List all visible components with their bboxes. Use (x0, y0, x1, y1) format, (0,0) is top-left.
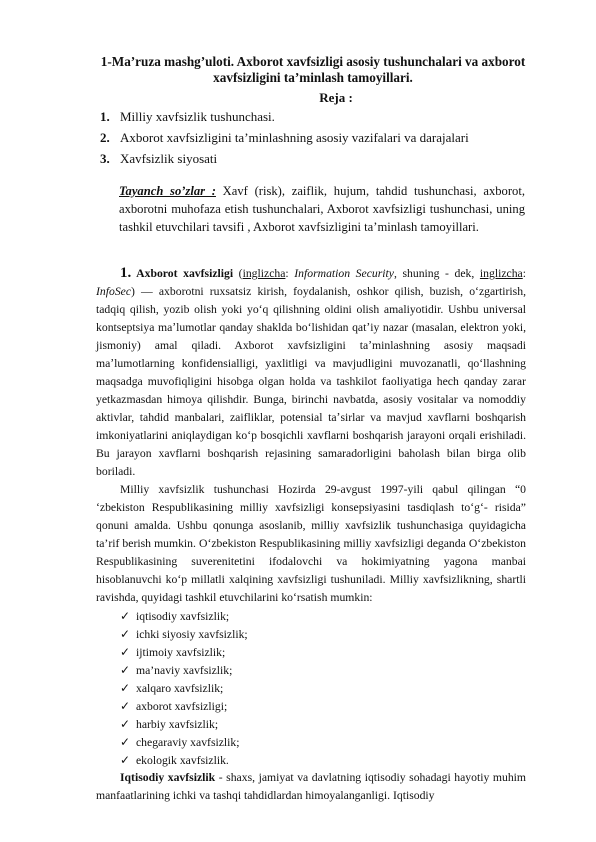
checkmark-icon: ✓ (120, 645, 131, 659)
list-item: ✓ iqtisodiy xavfsizlik; (120, 609, 230, 623)
checkmark-icon: ✓ (120, 717, 131, 731)
lecture-title: 1-Ma’ruza mashg’uloti. Axborot xavfsizligi asosiy tushunchalari va axborot xavfsizligini ta’minlash tamoyillari. (100, 54, 526, 85)
list-item: ✓ ekologik xavfsizlik. (120, 753, 229, 767)
body-text (96, 264, 526, 805)
list-item: ✓ ma’naviy xavfsizlik; (120, 663, 233, 677)
list-item: ✓ xalqaro xavfsizlik; (120, 681, 224, 695)
list-item: ✓ chegaraviy xavfsizlik; (120, 735, 240, 749)
language-link[interactable]: inglizcha (242, 267, 286, 280)
checkmark-icon: ✓ (120, 681, 131, 695)
keywords-label: Tayanch so’zlar : (119, 184, 216, 198)
plan-item: 3. Xavfsizlik siyosati (100, 151, 218, 166)
checkmark-icon: ✓ (120, 699, 131, 713)
list-item: ✓ ijtimoiy xavfsizlik; (120, 645, 226, 659)
plan-item: 1. Milliy xavfsizlik tushunchasi. (100, 109, 275, 124)
checkmark-icon: ✓ (120, 753, 131, 767)
list-item: ✓ harbiy xavfsizlik; (120, 717, 219, 731)
list-item: ✓ axborot xavfsizligi; (120, 699, 228, 713)
section1-paragraph: 1. Axborot xavfsizligi (inglizcha: Information Security, shuning - dek, inglizcha: InfoSec) — axborotni ruxsatsiz kirish, foydalanish, oshkor qilish, buzish, oʻzgartirish, tadqiq qilish, yozib olish yoki yoʻq qilishning oldini olish amaliyotidir. Ushbu universal kontseptsiya maʼlumotlar qanday shaklda boʻlishidan qatʼiy nazar (masalan, elektron yoki, jismoniy) amal qiladi. Axborot xavfsizligini taʼminlashning asosiy maqsadi maʼlumotlarning konfidensialligi, yaxlitligi va mavjudligini muvozanatli, qoʻllashning maqsadga muvofiqligini hisobga olgan holda va tashkilot faoliyatiga hech qanday zarar yetkazmasdan himoya qilishdir. Bunga, birinchi navbatda, asosiy vositalar va nomoddiy aktivlar, tahdid manbalari, zaifliklar, potensial taʼsirlar va mavjud xavflarni boshqarish imkoniyatlarini aniqlaydigan koʻp bosqichli xavflarni boshqarish jarayoni orqali erishiladi. Bu jarayon xavflarni boshqarish rejasining samaradorligini baholash bilan birga olib boriladi. (96, 265, 526, 478)
checkmark-icon: ✓ (120, 609, 131, 623)
checkmark-icon: ✓ (120, 627, 131, 641)
language-link[interactable]: inglizcha (479, 267, 523, 280)
plan-heading: Reja : (319, 90, 353, 105)
economic-security-term: Iqtisodiy xavfsizlik (120, 771, 216, 784)
checkmark-icon: ✓ (120, 735, 131, 749)
plan-item: 2. Axborot xavfsizligini ta’minlashning asosiy vazifalari va darajalari (100, 130, 469, 145)
national-security-paragraph: Milliy xavfsizlik tushunchasi Hozirda 29-avgust 1997-yili qabul qilingan “0 ‘zbekiston Respublikasining milliy xavfsizligi konsepsiyasini tasdiqlash to‘g‘- risida” qonuni amalda. Ushbu qonunga asoslanib, milliy xavfsizlik tushunchasiga quyidagicha ta’rif berish mumkin. O‘zbekiston Respublikasining milliy xavfsizligi deganda O‘zbekiston Respublikasining suverenitetini ifodalovchi va hokimiyatning yagona manbai hisoblanuvchi ko‘p millatli xalqining xavfsizligi tushuniladi. Milliy xavfsizlikning, shartli ravishda, quyidagi tashkil etuvchilarini ko‘rsatish mumkin: (96, 483, 526, 604)
list-item: ✓ ichki siyosiy xavfsizlik; (120, 627, 248, 641)
economic-security-paragraph: Iqtisodiy xavfsizlik - shaxs, jamiyat va davlatning iqtisodiy sohadagi hayotiy muhim manfaatlarining ichki va tashqi tahdidlardan himoyalanganligi. Iqtisodiy (96, 771, 526, 802)
checkmark-icon: ✓ (120, 663, 131, 677)
section1-term: Axborot xavfsizligi (131, 267, 234, 280)
plan-list (100, 106, 469, 169)
security-components-list (96, 607, 526, 769)
keywords-text: Xavf (risk), zaiflik, hujum, tahdid tushunchasi, axborot, axborotni muhofaza etish tushunchalari, Axborot xavfsizligi tushunchasi, uning tashkil etuvchilari tavsifi , Axborot xavfsizligini ta’minlash tamoyillari. (119, 184, 525, 234)
keywords-paragraph (119, 182, 525, 236)
